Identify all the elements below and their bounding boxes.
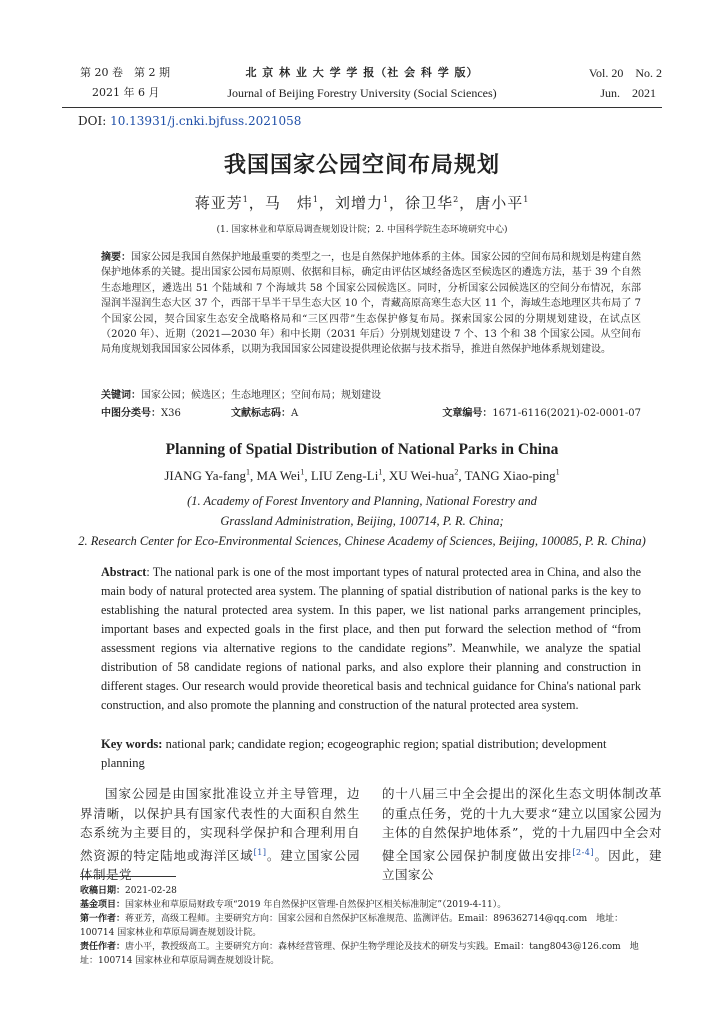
abstract-cn-label: 摘要： — [101, 252, 131, 263]
article-number: 文章编号：1671-6116(2021)-02-0001-07 — [442, 408, 641, 419]
footnote-rule — [80, 876, 176, 877]
keywords-en — [101, 735, 641, 773]
en-author: MA Wei$^1$ — [256, 468, 305, 484]
cn-author: 徐卫华$^2$ — [405, 194, 460, 212]
affiliation-en-line-1: (1. Academy of Forest Inventory and Planning, National Forestry and — [187, 494, 537, 508]
en-author: LIU Zeng-Li$^1$ — [310, 468, 383, 484]
body-column-left — [80, 784, 360, 885]
cn-author-separator: ， — [318, 194, 335, 212]
document-code: 文献标志码：A — [231, 408, 299, 419]
footnote-received: 收稿日期：2021-02-28 — [80, 886, 177, 896]
volume-issue-cn: 第 20 卷 第 2 期 — [80, 66, 170, 79]
cn-author-affiliation-mark: 1 — [523, 195, 530, 204]
abstract-cn — [101, 250, 641, 358]
en-author-separator: , — [382, 468, 389, 484]
class-number: 中图分类号：X36 — [101, 408, 181, 419]
body-column-right — [382, 784, 662, 885]
affiliation-cn: (1. 国家林业和草原局调查规划设计院；2. 中国科学院生态环境研究中心) — [216, 225, 508, 235]
cn-author: 唐小平$^1$ — [475, 194, 530, 212]
keywords-cn-text: 国家公园；候选区；生态地理区；空间布局；规划建设 — [141, 390, 381, 401]
cn-author-affiliation-mark: 1 — [382, 195, 390, 204]
date-en: Jun. 2021 — [600, 86, 656, 100]
en-author-separator: , — [304, 468, 311, 484]
author-list-cn — [0, 192, 724, 213]
keywords-cn-label: 关键词： — [101, 390, 141, 401]
cn-author-affiliation-mark: 2 — [453, 195, 460, 204]
abstract-en-label: Abstract — [101, 565, 147, 579]
affiliation-en-line-3: 2. Research Center for Eco-Environmental Sciences, Chinese Academy of Sciences, Beijing, 100085, P. R. China) — [78, 534, 646, 548]
cn-author: 刘增力$^1$ — [334, 194, 390, 212]
cn-author: 马 炜$^1$ — [264, 194, 319, 212]
citation-ref[interactable]: [2-4] — [572, 847, 594, 857]
cn-author-affiliation-mark: 1 — [242, 195, 249, 204]
cn-author-separator: ， — [248, 194, 265, 212]
footnote-corresponding-author: 责任作者：唐小平，教授级高工。主要研究方向：森林经营管理、保护生物学理论及技术的研发与实践。Email：tang8043@126.com 地址：100714 国家林业和草原局调查规划设计院。 — [80, 942, 639, 966]
footnote-fund: 基金项目：国家林业和草原局财政专项“2019 年自然保护区管理-自然保护区相关标准制定”（2019-4-11）。 — [80, 900, 507, 910]
en-author-affiliation-mark: 1 — [555, 468, 560, 477]
en-author: XU Wei-hua$^2$ — [388, 468, 459, 484]
en-author-affiliation-mark: 1 — [300, 468, 305, 477]
cn-author: 蒋亚芳$^1$ — [194, 194, 249, 212]
citation-ref[interactable]: [1] — [253, 847, 267, 857]
en-author-separator: , — [458, 468, 465, 484]
body-right-tail: 。因此，建立国家公 — [382, 847, 662, 883]
page-title-cn: 我国国家公园空间布局规划 — [223, 152, 500, 178]
cn-author-affiliation-mark: 1 — [312, 195, 319, 204]
footnote-first-author: 第一作者：蒋亚芳，高级工程师。主要研究方向：国家公园和自然保护区标准规范、监测评估。Email：896362714@qq.com 地址：100714 国家林业和草原局调查规划设计院。 — [80, 914, 624, 938]
affiliation-en-line-2: Grassland Administration, Beijing, 100714, P. R. China; — [220, 514, 504, 528]
date-cn: 2021 年 6 月 — [92, 86, 160, 99]
body-right-text: 的十八届三中全会提出的深化生态文明体制改革的重点任务，党的十九大要求“建立以国家公园为主体的自然保护地体系”，党的十九届四中全会对健全国家公园保护制度做出安排 — [382, 786, 662, 863]
cn-author-separator: ， — [389, 194, 406, 212]
en-author: JIANG Ya-fang$^1$ — [164, 468, 250, 484]
en-author: TANG Xiao-ping$^1$ — [464, 468, 560, 484]
keywords-en-text: national park; candidate region; ecogeographic region; spatial distribution; development planning — [101, 737, 607, 770]
abstract-en — [101, 563, 641, 715]
en-author-affiliation-mark: 1 — [245, 468, 250, 477]
doi-line — [78, 114, 301, 128]
en-author-affiliation-mark: 2 — [454, 468, 459, 477]
keywords-cn — [101, 388, 641, 403]
keywords-en-label: Key words: — [101, 737, 163, 751]
en-author-separator: , — [249, 468, 257, 484]
doi-link[interactable]: 10.13931/j.cnki.bjfuss.2021058 — [110, 114, 302, 128]
body-left-tail: 。建立国家公园体制是党 — [80, 847, 360, 883]
header-rule — [62, 107, 662, 108]
journal-title-cn: 北 京 林 业 大 学 学 报（社 会 科 学 版） — [245, 66, 479, 79]
abstract-cn-text: 国家公园是我国自然保护地最重要的类型之一，也是自然保护地体系的主体。国家公园的空间布局和规划是构建自然保护地体系的关键。提出国家公园布局原则、依据和目标，确定由评估区域经备选区至候选区的遴选方法，基于 39 个自然生态地理区，遴选出 51 个陆域和 7 个海域共 58 个国家公园候选区。同时，分析国家公园候选区的空间分布情况，东部湿润半湿润生态大区 37 个，西部干旱半干旱生态大区 10 个，青藏高原高寒生态大区 11 个，海域生态地理区共布局了 7 个国家公园，契合国家生态安全战略格局和“三区四带”生态保护修复布局。探索国家公园的分期规划建设，在试点区（2020 年）、近期（2021—2030 年）和中长期（2031 年后）分别规划建设 7 个、13 个和 38 个国家公园。从空间布局角度规划我国国家公园体系，以期为我国国家公园建设提供理论依据与技术指导，推进自然保护地体系规划建设。 — [101, 252, 641, 356]
en-author-affiliation-mark: 1 — [378, 468, 383, 477]
author-list-en — [0, 468, 724, 484]
volume-issue-en: Vol. 20 No. 2 — [588, 66, 662, 80]
cn-author-separator: ， — [459, 194, 476, 212]
doi-label: DOI: — [78, 114, 107, 128]
journal-title-en: Journal of Beijing Forestry University (Social Sciences) — [227, 86, 497, 100]
abstract-en-text: : The national park is one of the most important types of natural protected area in China, and also the main body of natural protected area system. The planning of spatial distribution of national parks is the key to establishing the natural protected area system. In this paper, we list national parks arrangement principles, important bases and expected goals in the first place, and then put forward the selection method of “from assessment regions via alternative regions to the candidate regions”. Meanwhile, we analyze the spatial distribution of 58 candidate regions of national parks, and also explore their planning and construction in different stages. Our research would provide theoretical basis and technical guidance for China's national park construction, and also promote the planning and construction of the natural protected area system. — [101, 565, 641, 712]
body-left-text: 国家公园是由国家批准设立并主导管理，边界清晰，以保护具有国家代表性的大面积自然生态系统为主要目的，实现科学保护和合理利用自然资源的特定陆地或海洋区域 — [80, 786, 360, 863]
page-title-en: Planning of Spatial Distribution of National Parks in China — [165, 441, 559, 458]
